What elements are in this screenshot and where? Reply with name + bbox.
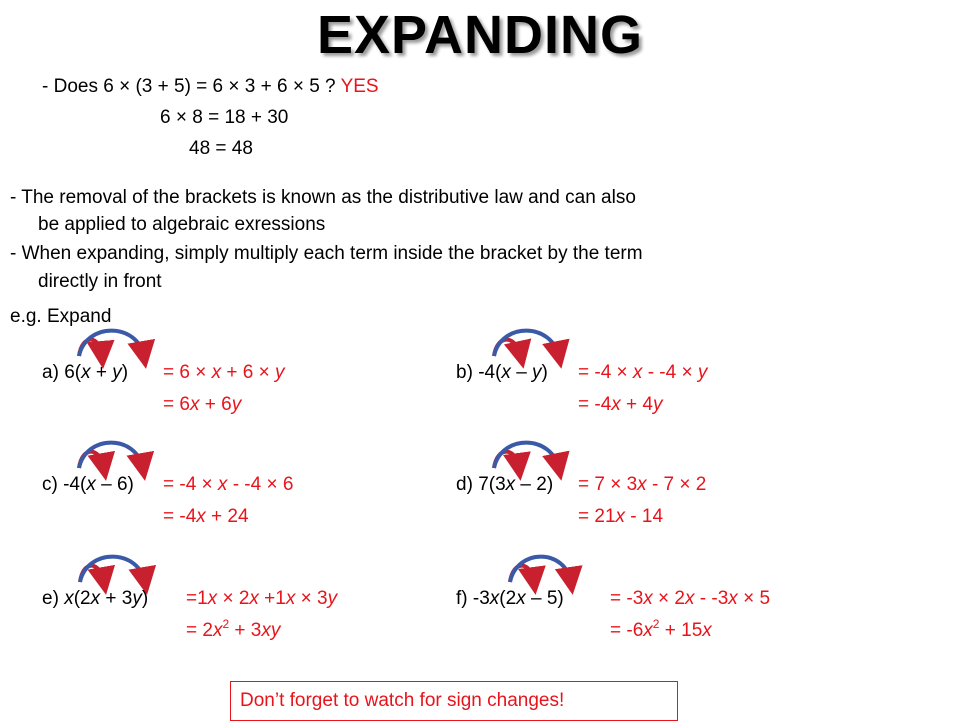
arrow-a-1 [79,340,102,357]
example-a-step-2: = 6x + 6y [163,394,242,415]
arrows-e [80,557,145,583]
example-f-step-1: = -3x × 2x - -3x × 5 [610,588,771,609]
arrow-b-1 [494,340,521,357]
arrows-d [494,443,559,469]
question-line [42,76,379,98]
arrow-f-2 [510,557,571,583]
arrow-d-2 [494,443,559,469]
example-f-step-2: = $-6x^2 + 15x$ [610,617,712,641]
example-c-expression: c) -4(x – 6) [42,474,134,495]
example-e-expression: e) x(2x + 3y) [42,588,149,609]
example-b-step-1: = -4 × x - -4 × y [578,362,708,383]
arrows-a [79,331,144,357]
example-c-step-1: = -4 × x - -4 × 6 [163,474,294,495]
question-text: - Does 6 × (3 + 5) = 6 × 3 + 6 × 5 ? [42,76,336,97]
arrow-c-1 [79,452,104,469]
arrow-b-2 [494,331,559,357]
working-step-2: 48 = 48 [189,138,253,159]
example-e-step-1: =1x × 2x +1x × 3y [186,588,338,609]
arrows-c [79,443,143,469]
page-title: EXPANDING [316,5,644,65]
example-heading: e.g. Expand [10,306,112,327]
example-d-step-1: = 7 × 3x - 7 × 2 [578,474,707,495]
arrow-f-1 [510,566,534,583]
example-a-expression: a) 6(x + y) [42,362,129,383]
example-a-step-1: = 6 × x + 6 × y [163,362,285,383]
example-d-step-2: = 21x - 14 [578,506,664,527]
arrows-f [510,557,571,583]
arrow-e-1 [80,566,104,583]
arrow-a-2 [79,331,144,357]
example-c-step-2: = -4x + 24 [163,506,249,527]
sign-change-note: Don’t forget to watch for sign changes! [230,681,678,721]
arrows-b [494,331,559,357]
question-answer: YES [340,76,379,97]
arrow-c-2 [79,443,143,469]
bullet-2-line-2: directly in front [38,271,162,292]
example-f-expression: f) -3x(2x – 5) [456,588,564,609]
arrow-d-1 [494,452,519,469]
bullet-1-line-1: - The removal of the brackets is known as the distributive law and can also [10,187,636,208]
bullet-2-line-1: - When expanding, simply multiply each term inside the bracket by the term [10,243,643,264]
example-e-step-2: = $2x^2 + 3xy$ [186,617,281,641]
bullet-1-line-2: be applied to algebraic exressions [38,214,326,235]
example-b-expression: b) -4(x – y) [456,362,548,383]
working-step-1: 6 × 8 = 18 + 30 [160,107,289,128]
example-d-expression: d) 7(3x – 2) [456,474,554,495]
example-b-step-2: = -4x + 4y [578,394,663,415]
arrow-e-2 [80,557,145,583]
